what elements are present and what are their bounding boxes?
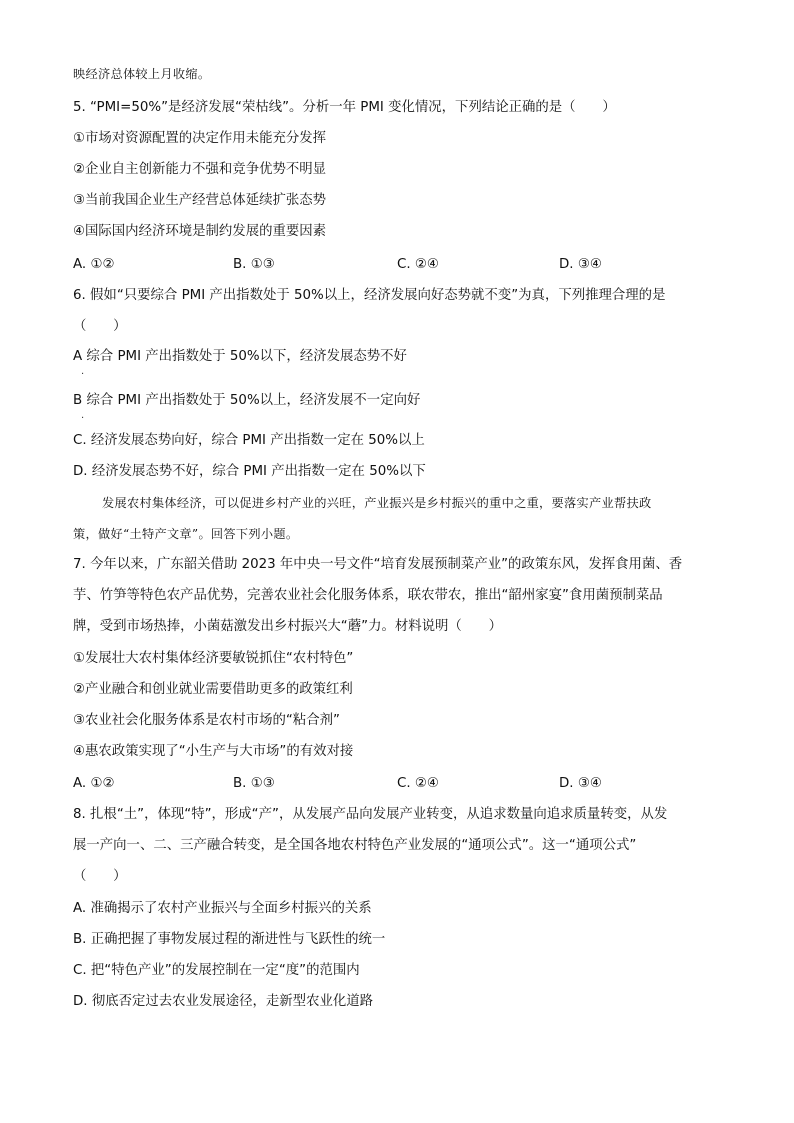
question-7-stem: 牌，受到市场热捧，小菌菇激发出乡村振兴大“蘑”力。材料说明（ ） [73,619,502,634]
question-6-option-a: A 综合 PMI 产出指数处于 50%以下，经济发展态势不好 [73,349,407,364]
question-5-item: ①市场对资源配置的决定作用未能充分发挥 [73,131,327,146]
option-b: B. ①③ [233,257,275,272]
question-8-stem: 展一产向一、二、三产融合转变，是全国各地农村特色产业发展的“通项公式”。这一“通项公式” [73,838,637,853]
option-c: C. ②④ [397,257,439,272]
option-b: B. ①③ [233,776,275,791]
question-6-option-b: B 综合 PMI 产出指数处于 50%以上，经济发展不一定向好 [73,393,421,408]
question-5-item: ②企业自主创新能力不强和竞争优势不明显 [73,162,327,177]
question-6-option-c: C. 经济发展态势向好，综合 PMI 产出指数一定在 50%以上 [73,433,425,448]
question-7-item: ①发展壮大农村集体经济要敏锐抓住“农村特色” [73,651,354,666]
question-5-stem: 5. “PMI=50%”是经济发展“荣枯线”。分析一年 PMI 变化情况，下列结论正确的是（ ） [73,100,616,115]
question-8-option-b: B. 正确把握了事物发展过程的渐进性与飞跃性的统一 [73,932,386,947]
material-line-1: 发展农村集体经济，可以促进乡村产业的兴旺，产业振兴是乡村振兴的重中之重，要落实产业帮扶政 [102,496,652,510]
question-8-option-c: C. 把“特色产业”的发展控制在一定“度”的范围内 [73,963,360,978]
question-8-stem-paren: （ ） [73,869,127,884]
option-d: D. ③④ [559,257,602,272]
question-7-item: ③农业社会化服务体系是农村市场的“粘合剂” [73,713,340,728]
question-8-stem: 8. 扎根“土”，体现“特”，形成“产”，从发展产品向发展产业转变，从追求数量向追求质量转变，从发 [73,807,668,822]
question-7-options [73,775,713,793]
option-a-dot: . [81,366,85,377]
question-5-item: ④国际国内经济环境是制约发展的重要因素 [73,224,327,239]
question-8-option-a: A. 准确揭示了农村产业振兴与全面乡村振兴的关系 [73,901,372,916]
question-7-stem: 7. 今年以来，广东韶关借助 2023 年中央一号文件“培育发展预制菜产业”的政策东风，发挥食用菌、香 [73,557,683,572]
question-7-item: ④惠农政策实现了“小生产与大市场”的有效对接 [73,744,354,759]
question-6-stem: 6. 假如“只要综合 PMI 产出指数处于 50%以上，经济发展向好态势就不变”为真，下列推理合理的是 [73,288,666,303]
option-a: A. ①② [73,257,115,272]
option-b-dot: . [81,410,85,421]
question-7-item: ②产业融合和创业就业需要借助更多的政策红利 [73,682,353,697]
option-c: C. ②④ [397,776,439,791]
question-5-item: ③当前我国企业生产经营总体延续扩张态势 [73,193,327,208]
material-line-2: 策，做好“土特产文章”。回答下列小题。 [73,527,299,541]
question-5-options [73,256,713,274]
question-6-option-d: D. 经济发展态势不好，综合 PMI 产出指数一定在 50%以下 [73,464,426,479]
option-a: A. ①② [73,776,115,791]
option-d: D. ③④ [559,776,602,791]
question-8-option-d: D. 彻底否定过去农业发展途径，走新型农业化道路 [73,994,374,1009]
intro-line: 映经济总体较上月收缩。 [73,67,211,81]
question-7-stem: 芋、竹笋等特色农产品优势，完善农业社会化服务体系，联农带农，推出“韶州家宴”食用菌预制菜品 [73,588,663,603]
question-6-stem-paren: （ ） [73,319,127,334]
